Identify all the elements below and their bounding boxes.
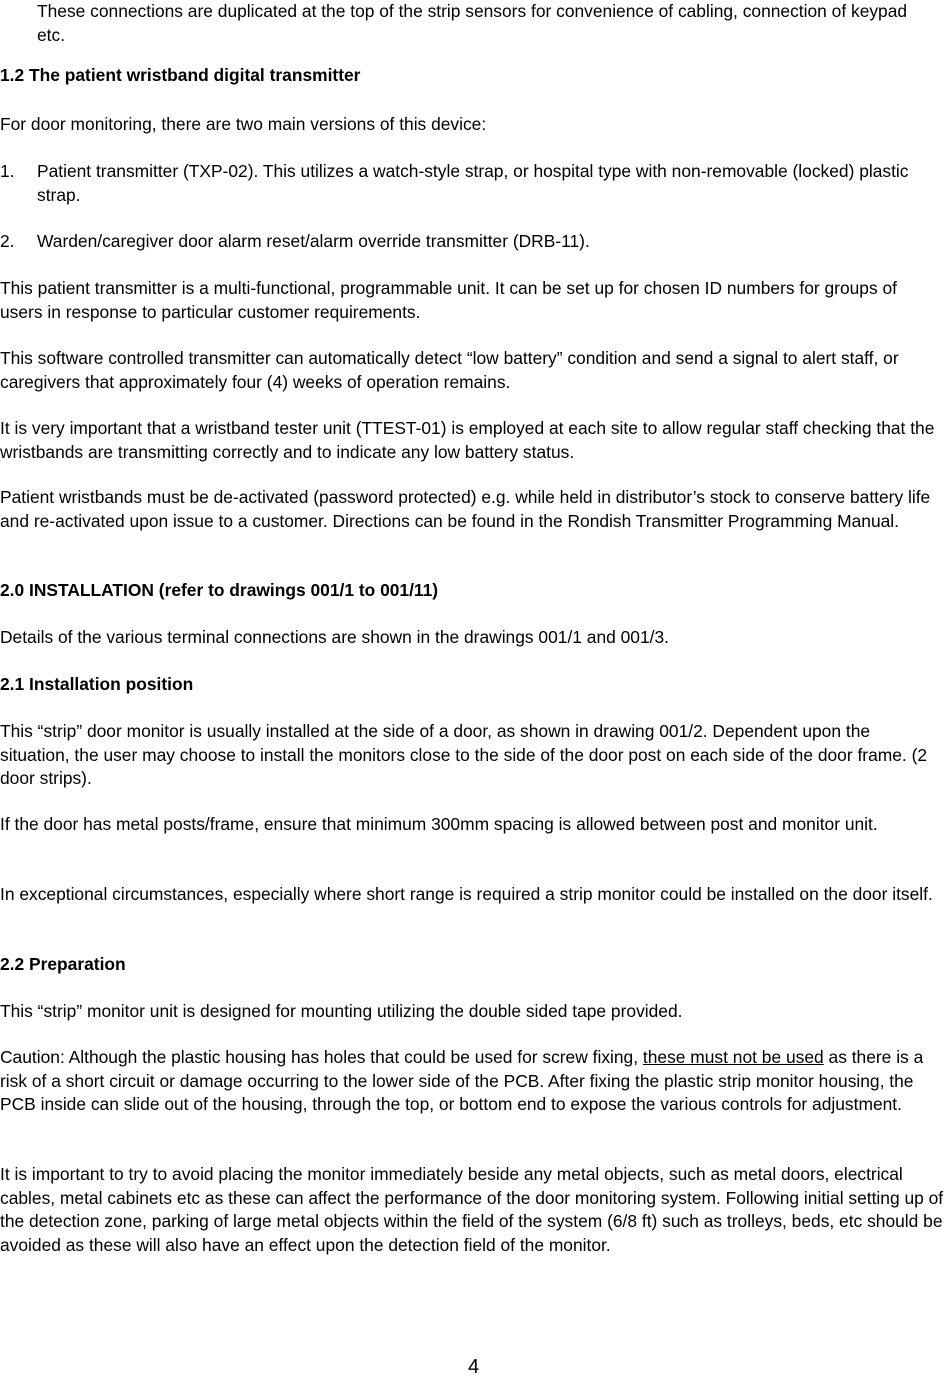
s12-paragraph-3: This software controlled transmitter can automatically detect “low battery” condition and send a signal to alert staff, or caregivers that approximately four (4) weeks of operation remains. [0, 348, 899, 392]
s20-paragraph-1: Details of the various terminal connections are shown in the drawings 001/1 and 001/3. [0, 627, 669, 647]
list-item-text: Patient transmitter (TXP-02). This utilizes a watch-style strap, or hospital type with non-removable (locked) plastic strap. [37, 161, 909, 205]
s12-paragraph-2: This patient transmitter is a multi-functional, programmable unit. It can be set up for chosen ID numbers for groups of users in response to particular customer requirements. [0, 278, 898, 322]
caution-text-start: Caution: Although the plastic housing has holes that could be used for screw fixing, [0, 1047, 643, 1067]
s12-paragraph-5: Patient wristbands must be de-activated (password protected) e.g. while held in distributor’s stock to conserve battery life and re-activated upon issue to a customer. Directions can be found in the Rondish Transmitter Programming Manual. [0, 487, 931, 531]
section-1-2-heading: 1.2 The patient wristband digital transmitter [0, 65, 361, 85]
s12-paragraph-1: For door monitoring, there are two main versions of this device: [0, 114, 487, 134]
caution-warning-underlined: these must not be used [642, 1047, 824, 1067]
intro-paragraph: These connections are duplicated at the top of the strip sensors for convenience of cabling, connection of keypad etc. [37, 1, 908, 45]
section-2-1-heading: 2.1 Installation position [0, 674, 194, 694]
caution-paragraph [0, 1046, 944, 1117]
list-item-number: 2. [0, 231, 15, 251]
s22-paragraph-3: It is important to try to avoid placing the monitor immediately beside any metal objects, such as metal doors, electrical cables, metal cabinets etc as these can affect the performance of the door monitoring system. Following initial setting up of the detection zone, parking of large metal objects within the field of the system (6/8 ft) such as trolleys, beds, etc should be avoided as these will also have an effect upon the detection field of the monitor. [0, 1164, 944, 1255]
caution-text-end: as there is a risk of a short circuit or damage occurring to the lower side of the PCB. After fixing the plastic strip monitor housing, the PCB inside can slide out of the housing, through the top, or bottom end to expose the various controls for adjustment. [0, 1047, 924, 1114]
s21-paragraph-2: If the door has metal posts/frame, ensure that minimum 300mm spacing is allowed between post and monitor unit. [0, 814, 878, 834]
list-item-number: 1. [0, 161, 15, 181]
list-item-text: Warden/caregiver door alarm reset/alarm override transmitter (DRB-11). [37, 231, 590, 251]
s22-paragraph-1: This “strip” monitor unit is designed for mounting utilizing the double sided tape provided. [0, 1001, 683, 1021]
s12-paragraph-4: It is very important that a wristband tester unit (TTEST-01) is employed at each site to allow regular staff checking that the wristbands are transmitting correctly and to indicate any low battery status. [0, 418, 935, 462]
section-2-0-heading: 2.0 INSTALLATION (refer to drawings 001/1 to 001/11) [0, 580, 439, 600]
section-2-2-heading: 2.2 Preparation [0, 954, 126, 974]
s21-paragraph-3: In exceptional circumstances, especially where short range is required a strip monitor could be installed on the door itself. [0, 884, 933, 904]
s21-paragraph-1: This “strip” door monitor is usually installed at the side of a door, as shown in drawing 001/2. Dependent upon the situation, the user may choose to install the monitors close to the side of the door post on each side of the door frame. (2 door strips). [0, 721, 928, 788]
page-number: 4 [467, 1356, 480, 1378]
